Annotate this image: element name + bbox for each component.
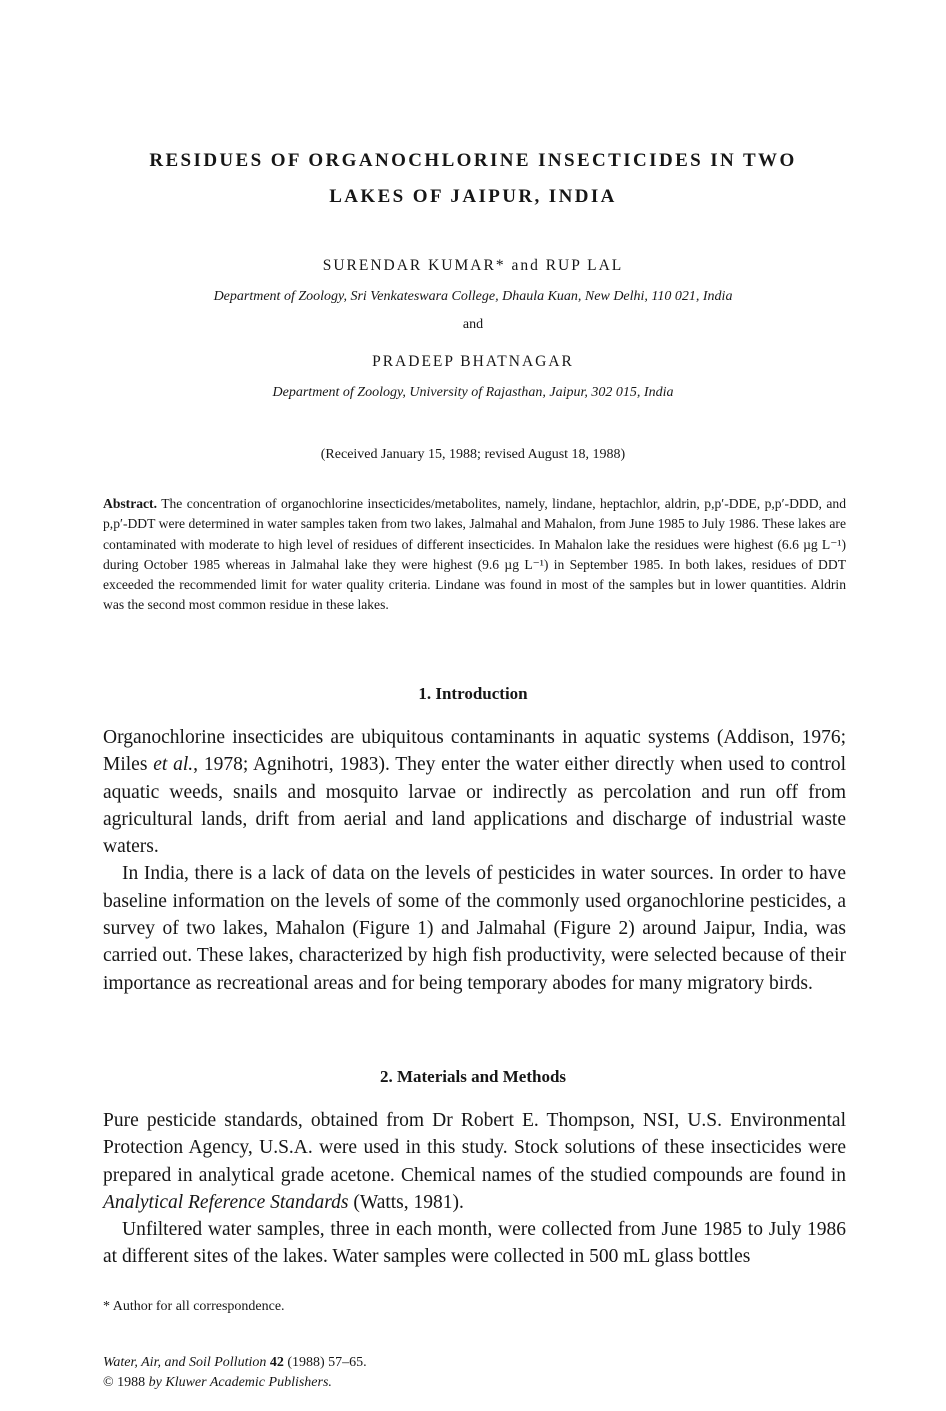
paper-title-line-1: RESIDUES OF ORGANOCHLORINE INSECTICIDES IN TWO bbox=[149, 150, 797, 171]
intro-text: Organochlorine insecticides are ubiquitous contaminants in aquatic systems (Addison, 1976; Miles bbox=[103, 727, 846, 776]
introduction-paragraph bbox=[103, 724, 846, 860]
journal-name: Water, Air, and Soil Pollution bbox=[103, 1355, 267, 1370]
methods-body bbox=[103, 1107, 846, 1271]
paper-title-line-2: LAKES OF JAIPUR, INDIA bbox=[329, 186, 617, 207]
introduction-body bbox=[103, 724, 846, 997]
authors-secondary: PRADEEP BHATNAGAR bbox=[372, 353, 574, 370]
authors-primary: SURENDAR KUMAR* and RUP LAL bbox=[322, 257, 624, 274]
abstract-text: The concentration of organochlorine insecticides/metabolites, namely, lindane, heptachlor, aldrin, p,p′-DDE, p,p′-DDD, and p,p′-DDT were determined in water samples taken from two lakes, Jalmahal and Mahalon, from June 1985 to July 1986. These lakes are contaminated with moderate to high level of residues of different insecticides. In Mahalon lake the residues were highest (6.6 µg L⁻¹) during October 1985 whereas in Jalmahal lake they were highest (9.6 µg L⁻¹) in September 1985. In both lakes, residues of DDT exceeded the recommended limit for water quality criteria. Lindane was found in most of the samples but in lower quantities. Aldrin was the second most common residue in these lakes. bbox=[103, 496, 846, 613]
section-heading-methods: 2. Materials and Methods bbox=[379, 1067, 567, 1086]
journal-citation bbox=[103, 1353, 367, 1392]
introduction-paragraph: In India, there is a lack of data on the levels of pesticides in water sources. In order to have baseline information on the levels of some of the commonly used organochlorine pesticides, a survey of two lakes, Mahalon (Figure 1) and Jalmahal (Figure 2) around Jaipur, India, was carried out. These lakes, characterized by high fish productivity, were selected because of their importance as recreational areas and for being temporary abodes for many migratory birds. bbox=[103, 863, 846, 994]
methods-paragraph bbox=[103, 1107, 846, 1216]
intro-italic-text: et al. bbox=[153, 754, 194, 776]
publisher-name: by Kluwer Academic Publishers. bbox=[148, 1374, 332, 1390]
methods-italic-text: Analytical Reference Standards bbox=[103, 1191, 349, 1213]
affiliation-primary: Department of Zoology, Sri Venkateswara College, Dhaula Kuan, New Delhi, 110 021, India bbox=[213, 289, 733, 304]
journal-volume: 42 bbox=[269, 1355, 284, 1370]
intro-text: , 1978; Agnihotri, 1983). They enter the water either directly when used to control aquatic weeds, snails and mosquito larvae or indirectly as percolation and run off from agricultural lands, drift from aerial and land applications and discharge of industrial waste waters. bbox=[103, 754, 847, 858]
abstract bbox=[103, 494, 846, 616]
author-conjunction: and bbox=[462, 317, 484, 332]
footnote: * Author for all correspondence. bbox=[103, 1299, 285, 1314]
journal-pages: (1988) 57–65. bbox=[283, 1355, 367, 1370]
copyright-line bbox=[103, 1373, 367, 1393]
methods-paragraph: Unfiltered water samples, three in each month, were collected from June 1985 to July 1986 at different sites of the lakes. Water samples were collected in 500 mL glass bottles bbox=[103, 1219, 846, 1268]
affiliation-secondary: Department of Zoology, University of Rajasthan, Jaipur, 302 015, India bbox=[272, 385, 674, 400]
abstract-label: Abstract. bbox=[103, 496, 157, 511]
section-heading-introduction: 1. Introduction bbox=[418, 684, 528, 703]
methods-text: Pure pesticide standards, obtained from Dr Robert E. Thompson, NSI, U.S. Environmental Protection Agency, U.S.A. were used in this study. Stock solutions of these insecticides were prepared in analytical grade acetone. Chemical names of the studied compounds are found in bbox=[103, 1110, 846, 1186]
journal-reference bbox=[103, 1353, 367, 1373]
received-dates: (Received January 15, 1988; revised August 18, 1988) bbox=[320, 447, 626, 462]
methods-text: (Watts, 1981). bbox=[348, 1191, 464, 1213]
copyright-symbol: © 1988 bbox=[103, 1374, 149, 1390]
